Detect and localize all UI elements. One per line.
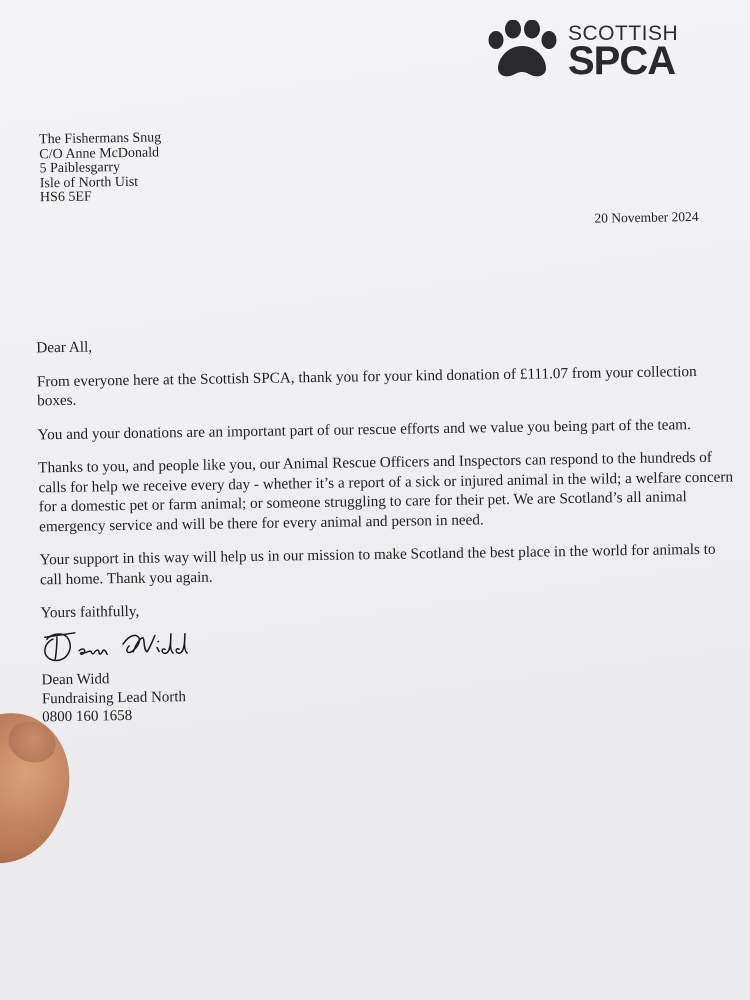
handwritten-signature: [39, 615, 210, 670]
body-paragraph: From everyone here at the Scottish SPCA, thank you for your kind donation of £111.07 from your collection boxes.: [36, 362, 697, 410]
address-line: 5 Paiblesgarry: [39, 160, 121, 177]
address-line: Isle of North Uist: [39, 174, 139, 192]
closing: Yours faithfully,: [40, 602, 140, 622]
letter-date: 20 November 2024: [594, 208, 699, 226]
logo-word-scottish: SCOTTISH: [568, 22, 679, 45]
letter-body: [36, 327, 741, 636]
body-paragraph: You and your donations are an important part of our rescue efforts and we value you being part of the team.: [37, 415, 691, 443]
body-paragraph: Your support in this way will help us in our mission to make Scotland the best place in the world for animals to call home. Thank you again.: [39, 540, 716, 588]
salutation: Dear All,: [36, 338, 93, 357]
signer-block: [41, 669, 186, 727]
address-line: HS6 5EF: [39, 189, 92, 206]
recipient-address: [39, 131, 162, 206]
signer-name: Dean Widd: [41, 671, 110, 689]
signer-phone: 0800 160 1658: [42, 707, 133, 726]
signer-title: Fundraising Lead North: [41, 688, 187, 707]
address-line: The Fishermans Snug: [38, 130, 162, 148]
body-paragraph: Thanks to you, and people like you, our Animal Rescue Officers and Inspectors can respond to the hundreds of calls for help we receive every day - whether it’s a report of a sick or injured animal in the wild; a welfare concern for a domestic pet or farm animal; or someone struggling to care for their pet. We are Scotland’s all animal emergency service and will be there for every animal and person in need.: [38, 448, 734, 535]
address-line: C/O Anne McDonald: [39, 145, 160, 162]
logo-word-spca: SPCA: [568, 39, 676, 83]
